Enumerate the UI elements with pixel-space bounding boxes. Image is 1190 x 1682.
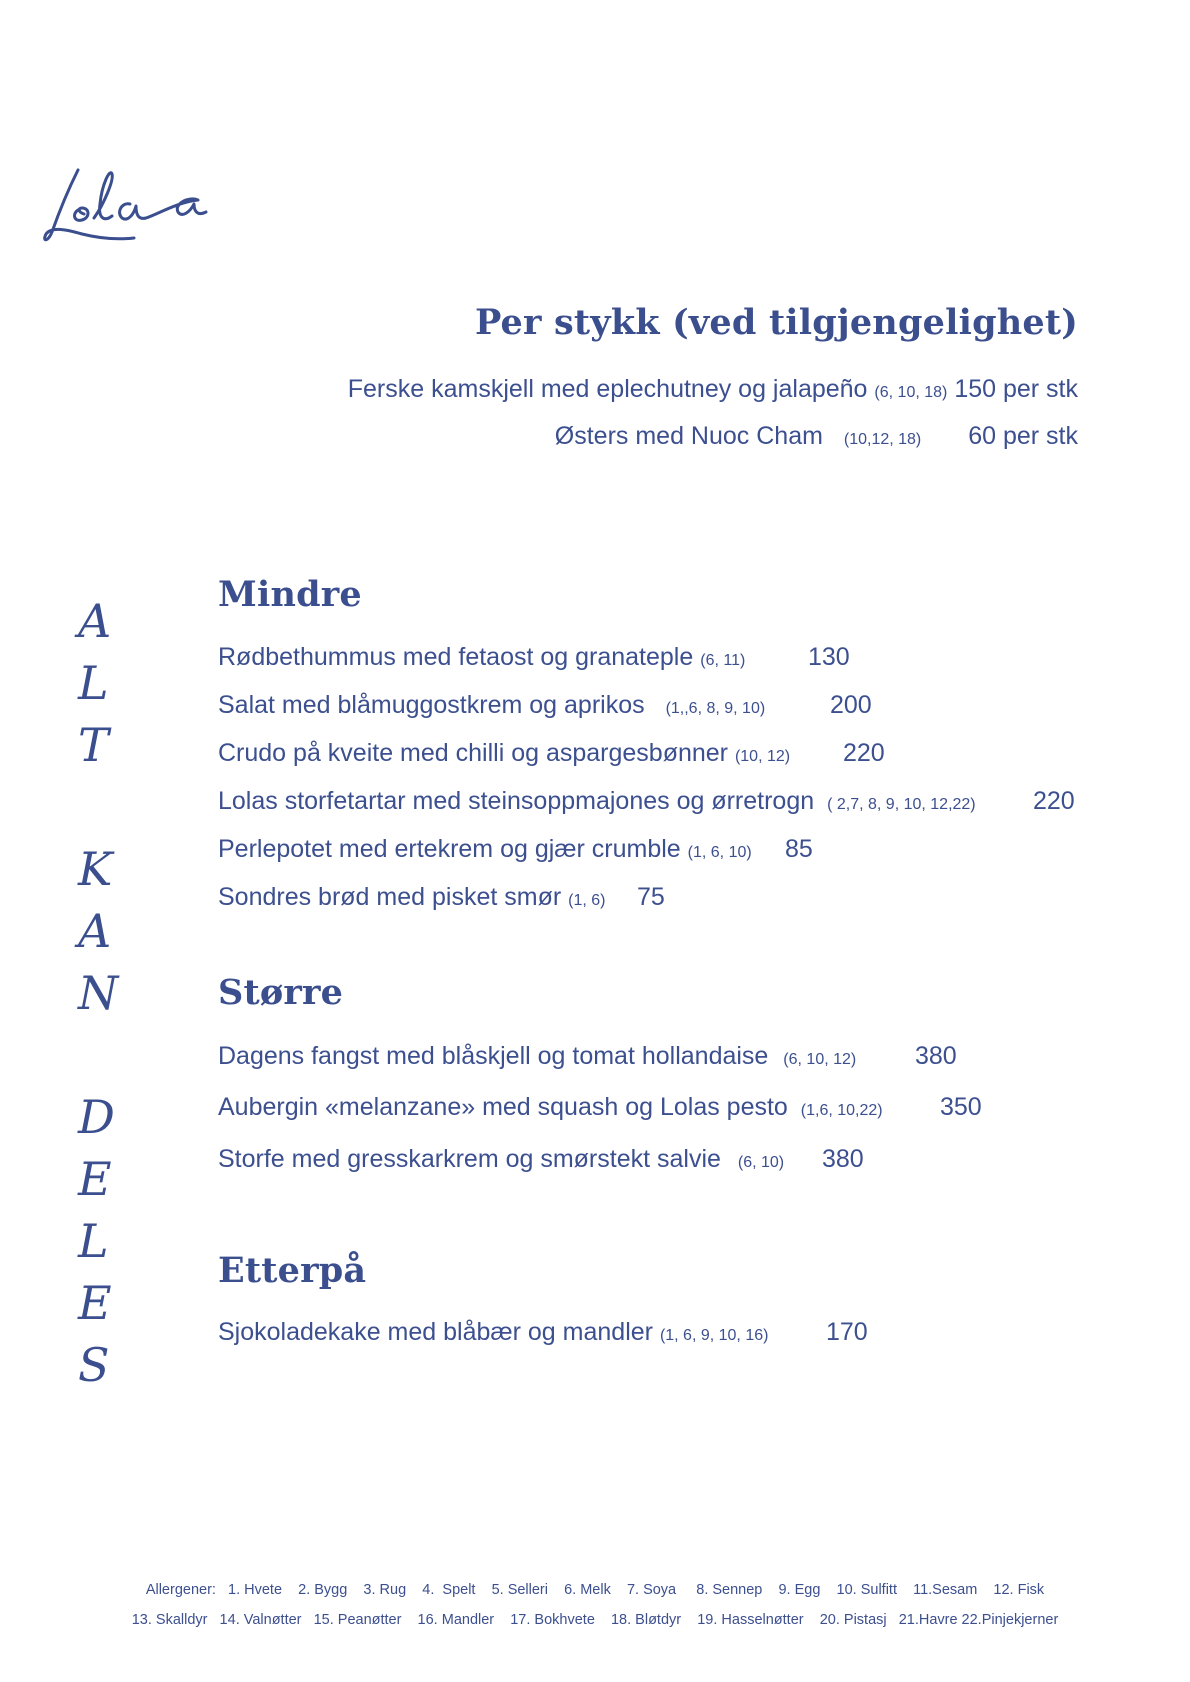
menu-item <box>218 739 885 768</box>
allergens-legend-line2: 13. Skalldyr 14. Valnøtter 15. Peanøtter 16. Mandler 17. Bokhvete 18. Bløtdyr 19. Hasselnøtter 20. Pistasj 21.Havre 22.Pinjekjerner <box>131 1612 1059 1628</box>
side-letter: A <box>78 594 112 648</box>
item-name: Lolas storfetartar med steinsoppmajones og ørretrogn <box>218 787 815 815</box>
item-name: Storfe med gresskarkrem og smørstekt salvie <box>218 1145 721 1173</box>
lola-logo <box>38 160 218 250</box>
item-price: 350 <box>940 1093 982 1121</box>
item-allergens: (1, 6) <box>568 892 606 909</box>
side-letter: K <box>78 842 113 896</box>
item-price: 60 per stk <box>968 422 1078 450</box>
item-price: 75 <box>637 883 665 911</box>
side-letter: D <box>78 1090 115 1144</box>
item-allergens: (6, 10, 18) <box>874 384 948 401</box>
side-letter: S <box>78 1338 110 1392</box>
item-name: Perlepotet med ertekrem og gjær crumble <box>218 835 681 863</box>
section-title-mindre: Mindre <box>218 574 362 615</box>
item-name: Crudo på kveite med chilli og aspargesbønner <box>218 739 728 767</box>
side-letter <box>78 776 128 838</box>
item-allergens: ( 2,7, 8, 9, 10, 12,22) <box>827 796 976 813</box>
item-name: Rødbethummus med fetaost og granateple <box>218 643 694 671</box>
menu-item <box>218 1145 864 1174</box>
item-price: 85 <box>785 835 813 863</box>
item-allergens: (10, 12) <box>734 748 791 765</box>
alt-kan-deles-vertical <box>78 590 128 1396</box>
item-allergens: (1,,6, 8, 9, 10) <box>665 700 766 717</box>
allergens-legend-line1: Allergener: 1. Hvete 2. Bygg 3. Rug 4. Spelt 5. Selleri 6. Melk 7. Soya 8. Sennep 9. Egg 10. Sulfitt 11.Sesam 12. Fisk <box>145 1582 1045 1598</box>
item-price: 170 <box>826 1318 868 1346</box>
item-name: Ferske kamskjell med eplechutney og jalapeño <box>347 375 868 403</box>
side-letter: L <box>78 656 109 710</box>
menu-item <box>218 1042 957 1071</box>
menu-item <box>218 1318 868 1347</box>
menu-item <box>218 787 1075 816</box>
item-allergens: (10,12, 18) <box>843 431 922 448</box>
item-price: 130 <box>808 643 850 671</box>
section-title-etterpa: Etterpå <box>218 1250 367 1291</box>
menu-item <box>218 883 665 912</box>
item-price: 380 <box>822 1145 864 1173</box>
item-price: 380 <box>915 1042 957 1070</box>
item-name: Salat med blåmuggostkrem og aprikos <box>218 691 645 719</box>
menu-item <box>218 691 872 720</box>
item-name: Sondres brød med pisket smør <box>218 883 562 911</box>
per-stykk-item <box>348 375 1078 404</box>
menu-item <box>218 1093 982 1122</box>
item-allergens: (6, 10, 12) <box>783 1051 857 1068</box>
menu-item <box>218 643 850 672</box>
item-allergens: (1, 6, 10) <box>687 844 752 861</box>
per-stykk-item <box>555 422 1078 451</box>
side-letter <box>78 1024 128 1086</box>
item-name: Dagens fangst med blåskjell og tomat hollandaise <box>218 1042 769 1070</box>
side-letter: L <box>78 1214 109 1268</box>
item-price: 220 <box>843 739 885 767</box>
side-letter: E <box>78 1152 112 1206</box>
item-name: Østers med Nuoc Cham <box>554 422 823 450</box>
side-letter: N <box>78 966 119 1020</box>
item-price: 150 per stk <box>954 375 1078 403</box>
item-allergens: (6, 11) <box>700 652 746 669</box>
per-stykk-title: Per stykk (ved tilgjengelighet) <box>474 302 1078 343</box>
item-price: 220 <box>1033 787 1075 815</box>
side-letter: E <box>78 1276 112 1330</box>
item-allergens: (1, 6, 9, 10, 16) <box>659 1327 769 1344</box>
section-title-storre: Større <box>218 972 344 1013</box>
item-name: Aubergin «melanzane» med squash og Lolas pesto <box>218 1093 788 1121</box>
item-name: Sjokoladekake med blåbær og mandler <box>218 1318 653 1346</box>
item-allergens: (6, 10) <box>737 1154 785 1171</box>
item-price: 200 <box>830 691 872 719</box>
lola-signature-icon <box>38 160 218 250</box>
item-allergens: (1,6, 10,22) <box>800 1102 883 1119</box>
side-letter: T <box>78 718 109 772</box>
menu-item <box>218 835 813 864</box>
side-letter: A <box>78 904 112 958</box>
